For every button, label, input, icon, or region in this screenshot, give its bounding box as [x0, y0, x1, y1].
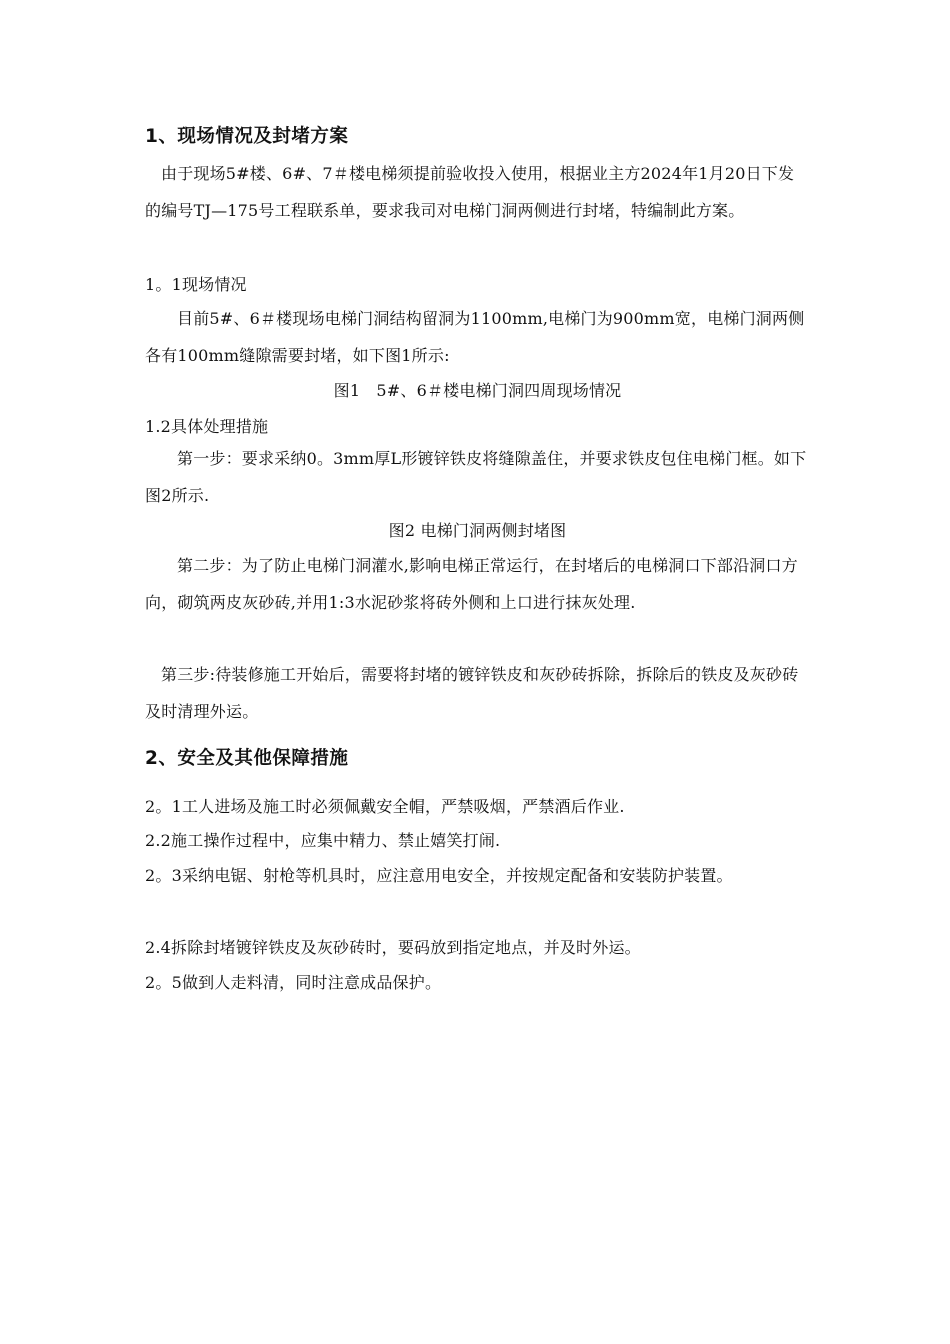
- subsection-1-1-text: 目前5#、6＃楼现场电梯门洞结构留洞为1100mm,电梯门为900mm宽，电梯门洞两侧各有100mm缝隙需要封堵，如下图1所示:: [145, 309, 805, 365]
- safety-item-2: 2.2施工操作过程中，应集中精力、禁止嬉笑打闹.: [145, 831, 501, 850]
- step3-text: 第三步:待装修施工开始后，需要将封堵的镀锌铁皮和灰砂砖拆除，拆除后的铁皮及灰砂砖及时清理外运。: [145, 665, 799, 721]
- safety-item-5: 2。5做到人走料清，同时注意成品保护。: [145, 973, 442, 992]
- section1-intro: 由于现场5#楼、6#、7＃楼电梯须提前验收投入使用，根据业主方2024年1月20日下发的编号TJ—175号工程联系单，要求我司对电梯门洞两侧进行封堵，特编制此方案。: [145, 164, 795, 220]
- section2-heading: 2、安全及其他保障措施: [145, 748, 349, 769]
- safety-item-3: 2。3采纳电锯、射枪等机具时，应注意用电安全，并按规定配备和安装防护装置。: [145, 866, 733, 885]
- safety-item-4: 2.4拆除封堵镀锌铁皮及灰砂砖时，要码放到指定地点，并及时外运。: [145, 938, 641, 957]
- safety-item-1: 2。1工人进场及施工时必须佩戴安全帽，严禁吸烟，严禁酒后作业.: [145, 797, 625, 816]
- figure2-caption: 图2 电梯门洞两侧封堵图: [388, 521, 567, 540]
- figure1-caption: 图1 5#、6＃楼电梯门洞四周现场情况: [333, 381, 622, 400]
- step2-text: 第二步：为了防止电梯门洞灌水,影响电梯正常运行，在封堵后的电梯洞口下部沿洞口方向，砌筑两皮灰砂砖,并用1:3水泥砂浆将砖外侧和上口进行抹灰处理.: [145, 556, 798, 612]
- subsection-1-1-title: 1。1现场情况: [145, 275, 247, 294]
- subsection-1-2-title: 1.2具体处理措施: [145, 417, 269, 436]
- step1-text: 第一步：要求采纳0。3mm厚L形镀锌铁皮将缝隙盖住，并要求铁皮包住电梯门框。如下图2所示.: [145, 449, 807, 505]
- section1-heading: 1、现场情况及封堵方案: [145, 126, 349, 147]
